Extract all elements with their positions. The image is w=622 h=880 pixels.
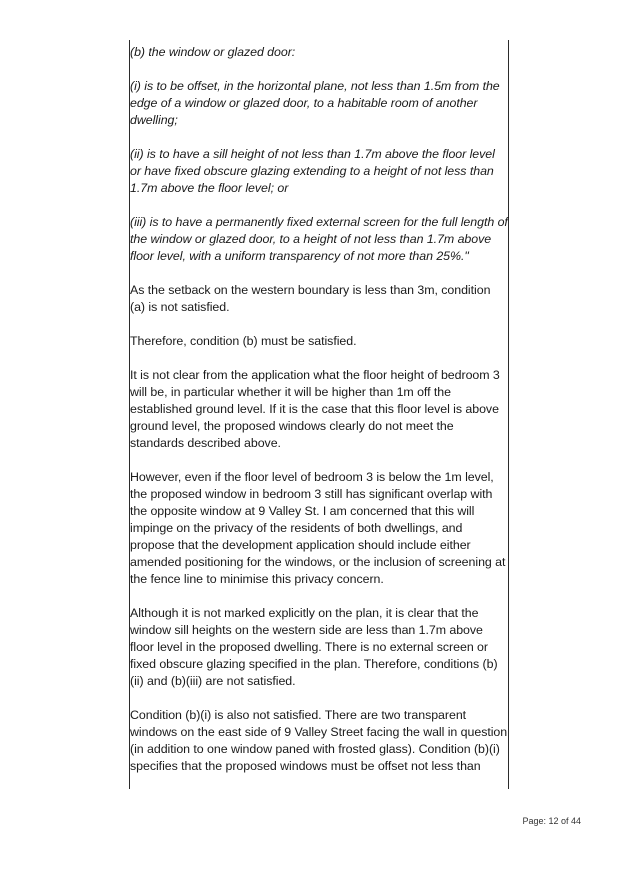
quote-condition-b: (b) the window or glazed door: [130, 45, 296, 59]
paragraph-condition-b-required: Therefore, condition (b) must be satisfied. [130, 334, 357, 348]
quote-condition-b-i: (i) is to be offset, in the horizontal plane, not less than 1.5m from the edge of a window or glazed door, to a habitable room of another dwelling; [130, 79, 500, 127]
quote-condition-b-iii: (iii) is to have a permanently fixed external screen for the full length of the window or glazed door, to a height of not less than 1.7m above floor level, with a uniform transparency of not more than 25%." [130, 215, 508, 263]
page-number: Page: 12 of 44 [522, 816, 581, 826]
document-body [130, 44, 508, 775]
quote-condition-b-ii: (ii) is to have a sill height of not less than 1.7m above the floor level or have fixed obscure glazing extending to a height of not less than 1.7m above the floor level; or [130, 147, 495, 195]
paragraph-window-overlap: However, even if the floor level of bedroom 3 is below the 1m level, the proposed window in bedroom 3 still has significant overlap with the opposite window at 9 Valley St. I am concerned that this will impinge on the privacy of the residents of both dwellings, and propose that the development application should include either amended positioning for the windows, or the inclusion of screening at the fence line to minimise this privacy concern. [130, 470, 506, 586]
paragraph-floor-height: It is not clear from the application what the floor height of bedroom 3 will be, in particular whether it will be higher than 1m off the established ground level. If it is the case that this floor level is above ground level, the proposed windows clearly do not meet the standards described above. [130, 368, 500, 450]
paragraph-setback: As the setback on the western boundary is less than 3m, condition (a) is not satisfied. [130, 283, 491, 314]
paragraph-condition-b-i: Condition (b)(i) is also not satisfied. There are two transparent windows on the east side of 9 Valley Street facing the wall in question (in addition to one window paned with frosted glass). Condition (b)(i) specifies that the proposed windows must be offset not less than [130, 708, 508, 773]
paragraph-sill-heights: Although it is not marked explicitly on the plan, it is clear that the window sill heights on the western side are less than 1.7m above floor level in the proposed dwelling. There is no external screen or fixed obscure glazing specified in the plan. Therefore, conditions (b)(ii) and (b)(iii) are not satisfied. [130, 606, 498, 688]
